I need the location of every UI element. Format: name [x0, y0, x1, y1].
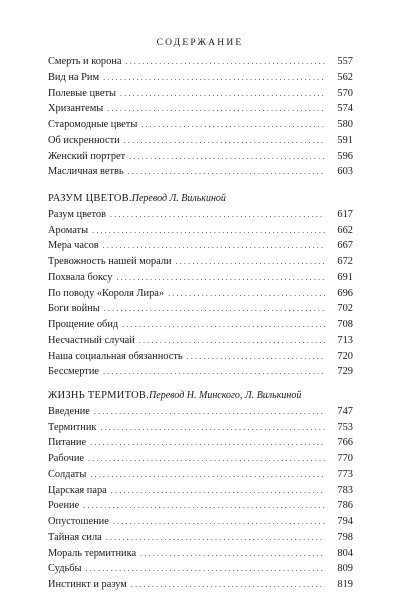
toc-entry-title: Полевые цветы — [48, 87, 116, 99]
toc-entry — [48, 422, 353, 438]
toc-entry-page: 570 — [337, 87, 353, 99]
toc-entry-page: 574 — [337, 103, 353, 115]
dot-leader — [116, 273, 325, 282]
dot-leader — [124, 136, 325, 145]
section-title: ЖИЗНЬ ТЕРМИТОВ. — [48, 390, 150, 401]
dot-leader — [92, 226, 325, 235]
toc-entry — [48, 166, 353, 182]
toc-entry-title: Ароматы — [48, 224, 89, 236]
toc-entry — [48, 103, 353, 119]
dot-leader — [90, 438, 325, 447]
toc-entry-page: 720 — [337, 350, 353, 362]
toc-entry-page: 747 — [337, 405, 353, 417]
toc-entry-title: Прощение обид — [48, 319, 119, 330]
toc-entry-title: Солдаты — [48, 468, 87, 480]
dot-leader — [94, 407, 325, 416]
dot-leader — [103, 367, 325, 376]
toc-entry — [48, 485, 353, 501]
toc-entry-page: 713 — [337, 334, 353, 346]
toc-entry — [48, 500, 353, 516]
toc-entry-title: Хризантемы — [48, 103, 104, 115]
dot-leader — [129, 152, 325, 161]
dot-leader — [111, 486, 325, 495]
toc-entry — [48, 240, 353, 256]
dot-leader — [141, 120, 325, 129]
dot-leader — [176, 257, 325, 266]
toc-entry-page: 662 — [337, 224, 353, 236]
toc-entry-title: Термитник — [48, 421, 97, 433]
dot-leader — [103, 241, 325, 250]
table-of-contents — [48, 56, 353, 595]
dot-leader — [131, 580, 325, 589]
toc-entry-page: 691 — [337, 271, 353, 283]
toc-entry — [48, 579, 353, 595]
dot-leader — [126, 57, 326, 66]
toc-entry-title: Об искренности — [48, 134, 120, 146]
toc-entry — [48, 469, 353, 485]
dot-leader — [106, 533, 325, 542]
toc-entry — [48, 453, 353, 469]
toc-entry — [48, 532, 353, 548]
toc-entry — [48, 351, 353, 367]
toc-entry-title: Бессмертие — [48, 366, 100, 378]
toc-entry-title: Смерть и корона — [48, 56, 122, 67]
toc-entry — [48, 56, 353, 72]
toc-entry-title: Женский портрет — [48, 150, 126, 162]
toc-entry-page: 580 — [337, 119, 353, 130]
dot-leader — [90, 470, 325, 479]
toc-entry-title: Мера часов — [48, 240, 99, 252]
toc-entry-page: 766 — [337, 437, 353, 449]
toc-entry-title: Тревожность нашей морали — [48, 256, 172, 267]
toc-entry-page: 562 — [337, 71, 353, 83]
toc-entry-page: 667 — [337, 240, 353, 252]
dot-leader — [139, 336, 325, 345]
toc-entry-page: 773 — [337, 468, 353, 480]
toc-group-zhizn-termitov — [48, 406, 353, 595]
toc-entry-page: 786 — [337, 500, 353, 512]
toc-entry — [48, 209, 353, 225]
toc-entry-title: Судьбы — [48, 563, 82, 575]
toc-entry-title: Наша социальная обязанность — [48, 350, 183, 362]
toc-entry — [48, 225, 353, 241]
toc-entry — [48, 319, 353, 335]
toc-entry — [48, 72, 353, 88]
toc-entry-page: 702 — [337, 303, 353, 315]
toc-entry — [48, 272, 353, 288]
section-translator: Перевод Н. Минского, Л. Вилькиной — [149, 390, 302, 401]
toc-entry — [48, 256, 353, 272]
toc-entry — [48, 563, 353, 579]
toc-entry — [48, 88, 353, 104]
toc-entry-page: 809 — [337, 563, 353, 575]
dot-leader — [86, 564, 325, 573]
toc-group-razum-cvetov — [48, 209, 353, 382]
toc-entry-title: Роение — [48, 500, 80, 512]
toc-entry-page: 798 — [337, 531, 353, 543]
toc-entry — [48, 516, 353, 532]
toc-entry-title: Питание — [48, 437, 87, 449]
section-heading — [48, 193, 353, 209]
toc-entry-title: Несчастный случай — [48, 334, 135, 346]
dot-leader — [128, 167, 325, 176]
toc-entry — [48, 437, 353, 453]
dot-leader — [100, 423, 325, 432]
toc-entry-page: 557 — [337, 56, 353, 67]
dot-leader — [107, 104, 325, 113]
dot-leader — [140, 549, 325, 558]
toc-entry — [48, 303, 353, 319]
dot-leader — [120, 89, 325, 98]
toc-entry-title: Тайная сила — [48, 531, 102, 543]
toc-entry-page: 783 — [337, 484, 353, 496]
toc-entry-page: 804 — [337, 547, 353, 559]
toc-entry — [48, 366, 353, 382]
toc-entry-title: Введение — [48, 405, 90, 417]
dot-leader — [104, 304, 325, 313]
toc-entry-title: Старомодные цветы — [48, 119, 138, 130]
toc-entry — [48, 288, 353, 304]
toc-entry-page: 603 — [337, 166, 353, 178]
toc-entry — [48, 151, 353, 167]
dot-leader — [113, 517, 325, 526]
toc-entry-title: Масличная ветвь — [48, 166, 124, 178]
toc-entry-title: По поводу «Короля Лира» — [48, 287, 165, 299]
toc-entry — [48, 135, 353, 151]
toc-entry-title: Похвала боксу — [48, 271, 113, 283]
toc-entry-page: 596 — [337, 150, 353, 162]
dot-leader — [110, 210, 325, 219]
toc-entry — [48, 406, 353, 422]
toc-entry-page: 729 — [337, 366, 353, 378]
dot-leader — [187, 352, 325, 361]
toc-entry — [48, 119, 353, 135]
toc-entry — [48, 548, 353, 564]
dot-leader — [122, 320, 325, 329]
toc-entry-title: Инстинкт и разум — [48, 579, 127, 590]
page-header: СОДЕРЖАНИЕ — [156, 38, 244, 48]
toc-entry-page: 794 — [337, 516, 353, 527]
dot-leader — [83, 501, 325, 510]
toc-entry-title: Вид на Рим — [48, 71, 100, 83]
toc-entry-title: Разум цветов — [48, 208, 107, 220]
toc-entry-title: Царская пара — [48, 484, 107, 496]
toc-entry-page: 617 — [337, 208, 353, 220]
toc-entry-page: 753 — [337, 421, 353, 433]
toc-entry-page: 696 — [337, 287, 353, 299]
toc-entry-page: 819 — [337, 579, 353, 590]
toc-entry-page: 672 — [337, 256, 353, 267]
toc-entry-page: 708 — [337, 319, 353, 330]
section-heading — [48, 390, 353, 406]
section-translator: Перевод Л. Вилькиной — [131, 193, 226, 204]
dot-leader — [103, 73, 325, 82]
toc-entry-page: 591 — [337, 134, 353, 146]
toc-entry-title: Опустошение — [48, 516, 109, 527]
dot-leader — [88, 454, 325, 463]
section-title: РАЗУМ ЦВЕТОВ. — [48, 193, 132, 204]
toc-group-continued — [48, 56, 353, 182]
toc-entry-title: Мораль термитника — [48, 547, 137, 559]
dot-leader — [168, 289, 325, 298]
toc-entry-page: 770 — [337, 453, 353, 464]
toc-entry-title: Рабочие — [48, 453, 85, 464]
toc-entry-title: Боги войны — [48, 303, 100, 315]
toc-entry — [48, 335, 353, 351]
